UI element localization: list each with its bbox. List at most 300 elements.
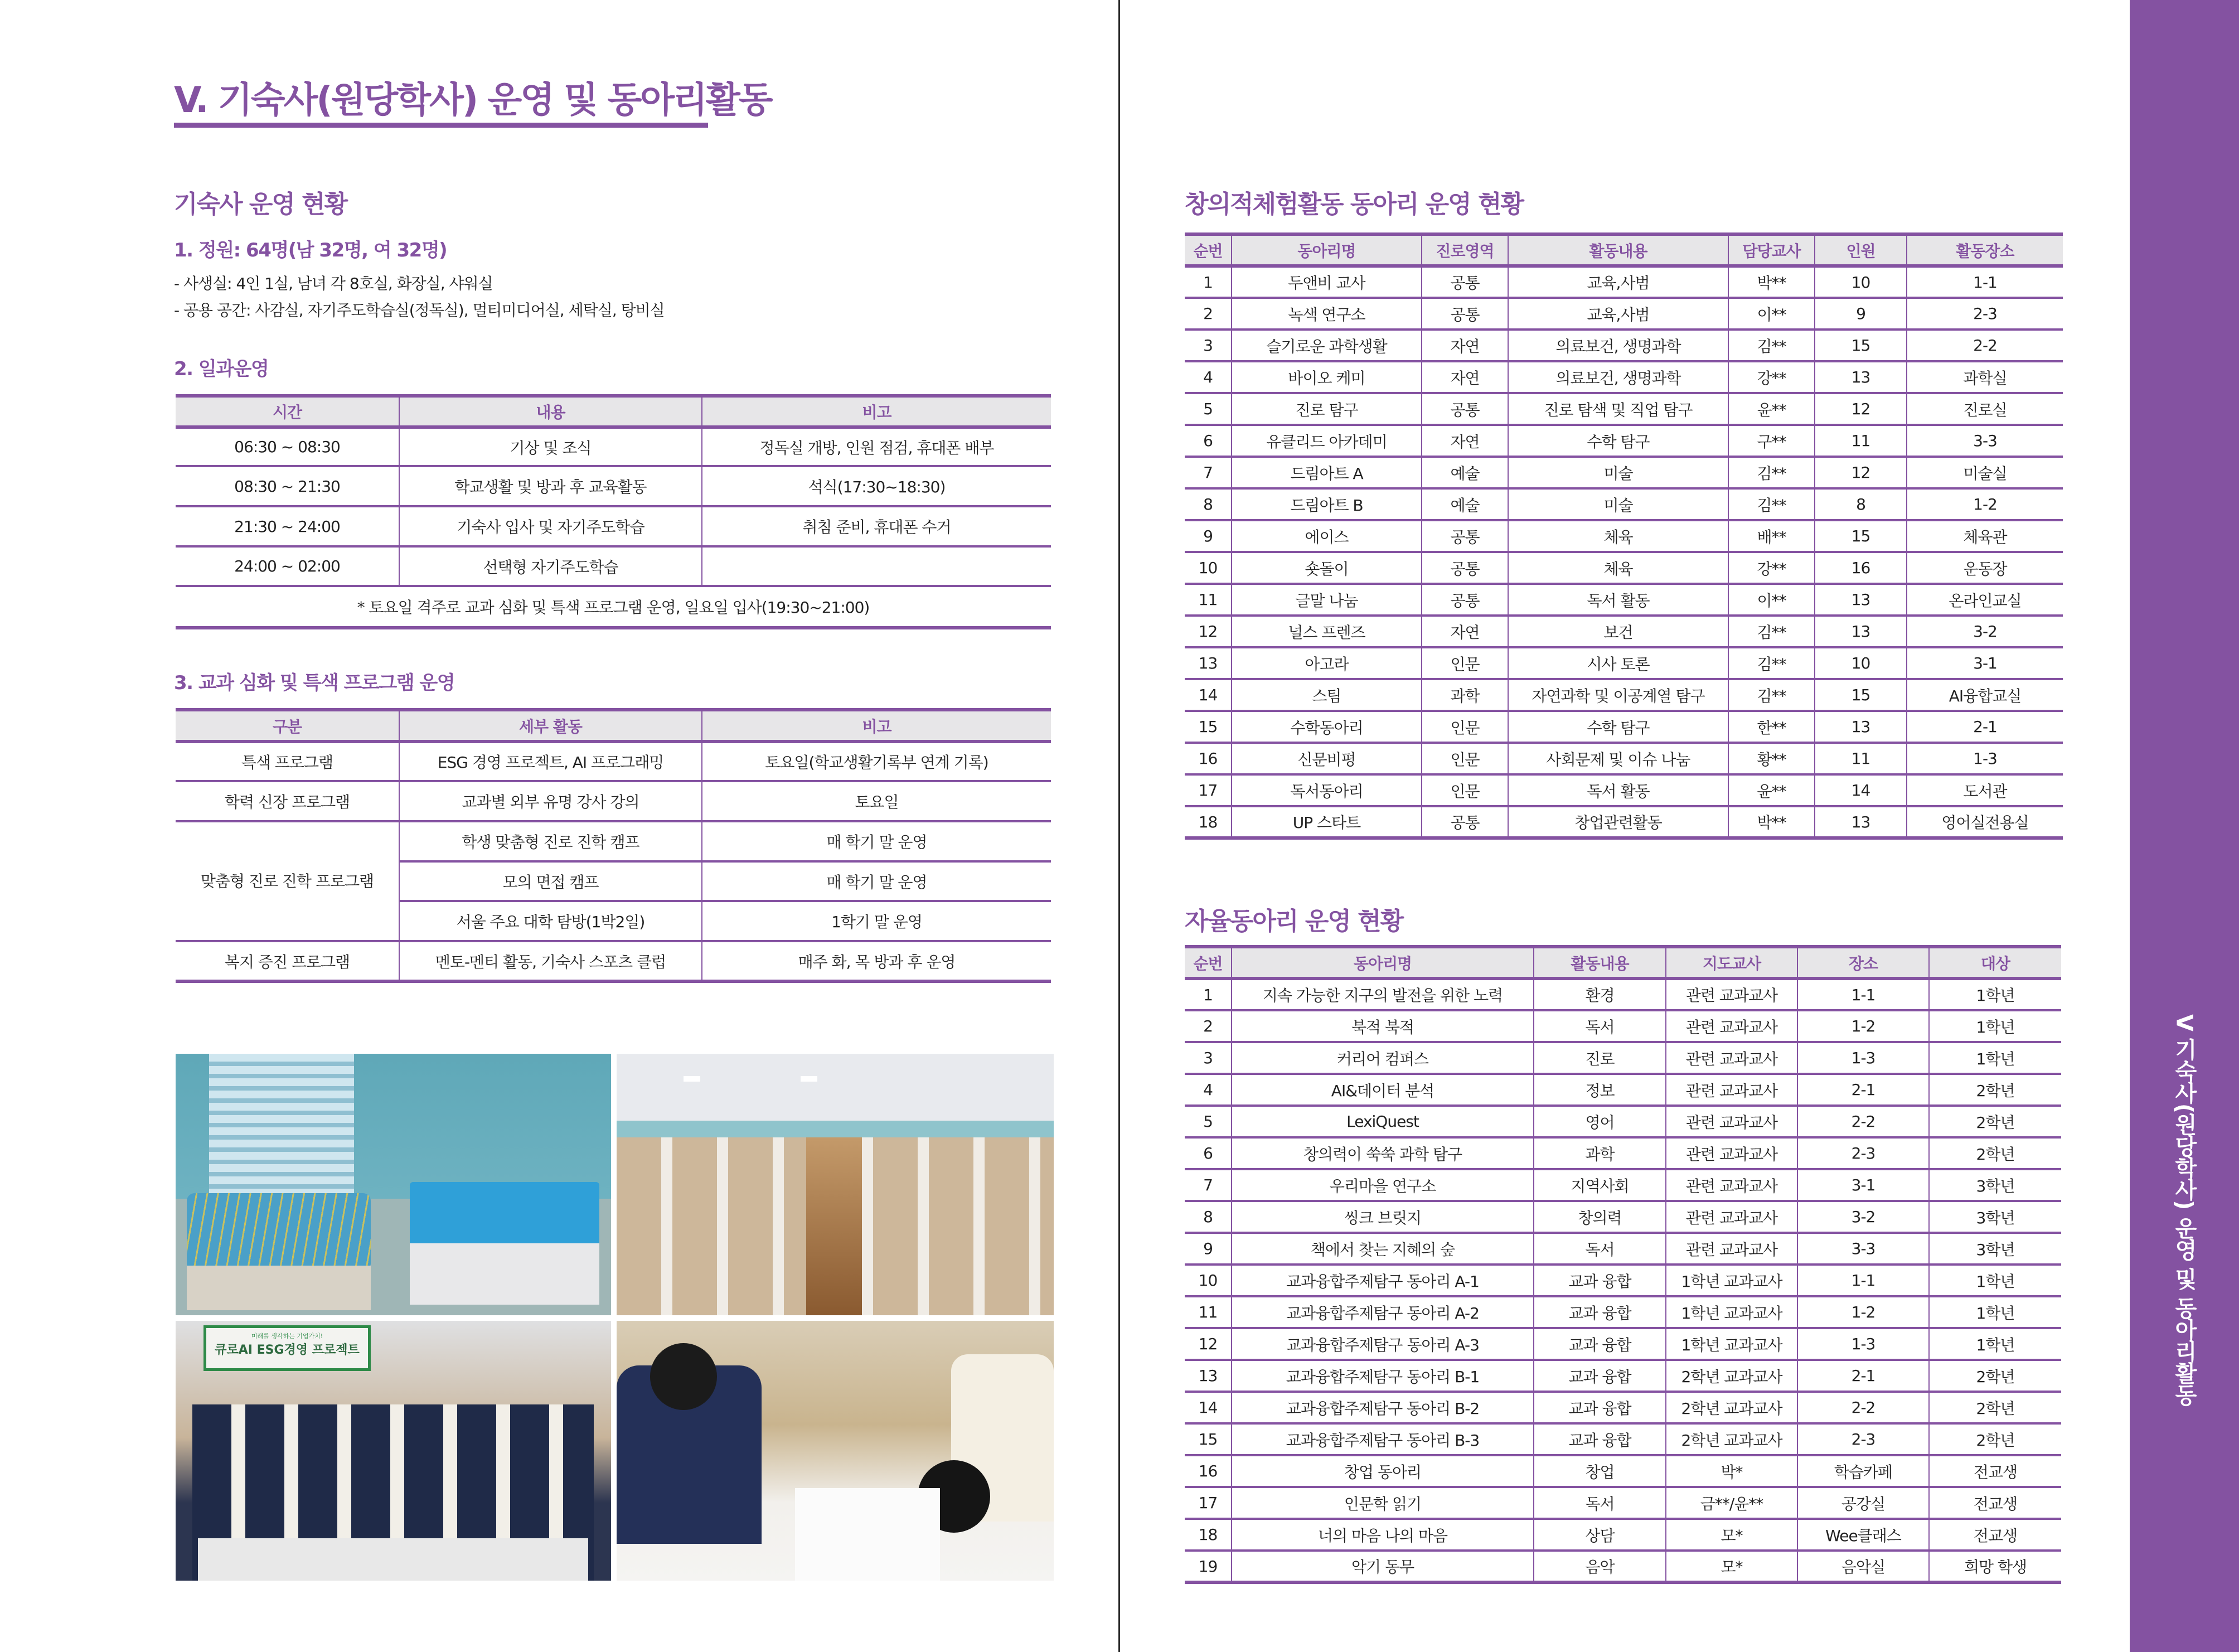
table-row: [176, 466, 1051, 506]
cell-teacher: 김**: [1728, 647, 1815, 679]
cell-location: 1-3: [1907, 743, 2063, 774]
cell-club-name: 신문비평: [1232, 743, 1422, 774]
cell-location: 진로실: [1907, 393, 2063, 425]
cell-career-area: 공통: [1422, 298, 1508, 330]
cell-members: 12: [1815, 393, 1907, 425]
cell-activity: 독서: [1534, 1487, 1666, 1519]
cell-activity: 수학 탐구: [1508, 425, 1728, 457]
cell-number: 10: [1185, 1265, 1232, 1296]
cell-target: 2학년: [1929, 1074, 2061, 1106]
cell-club-name: LexiQuest: [1232, 1106, 1534, 1137]
table-row: [1185, 1201, 2061, 1233]
cell-club-name: 우리마을 연구소: [1232, 1169, 1534, 1201]
creative-header-row: [1185, 234, 2063, 266]
table-row: [176, 546, 1051, 586]
page-title: V. 기숙사(원당학사) 운영 및 동아리활동: [174, 80, 772, 121]
cell-career-area: 자연: [1422, 616, 1508, 647]
table-row: [1185, 679, 2063, 711]
dorm-room-photo: [176, 1054, 611, 1315]
cell-content: 학교생활 및 방과 후 교육활동: [399, 466, 702, 506]
col-header-remarks: 비고: [702, 396, 1051, 427]
cell-remarks: [702, 546, 1051, 586]
cell-number: 16: [1185, 1455, 1232, 1487]
cell-club-name: 씽크 브릿지: [1232, 1201, 1534, 1233]
cell-number: 10: [1185, 552, 1232, 584]
cell-advisor: 금**/윤**: [1666, 1487, 1797, 1519]
cell-number: 15: [1185, 711, 1232, 743]
table-row: [1185, 1137, 2061, 1169]
col-header-category: 구분: [176, 710, 399, 742]
cell-number: 5: [1185, 393, 1232, 425]
cell-target: 3학년: [1929, 1169, 2061, 1201]
cell-number: 17: [1185, 774, 1232, 806]
cell-target: 2학년: [1929, 1137, 2061, 1169]
cell-number: 14: [1185, 1392, 1232, 1423]
col-header-remarks: 비고: [702, 710, 1051, 742]
cell-target: 전교생: [1929, 1519, 2061, 1551]
cell-teacher: 이**: [1728, 298, 1815, 330]
cell-number: 19: [1185, 1551, 1232, 1582]
cell-target: 1학년: [1929, 1296, 2061, 1328]
cell-number: 3: [1185, 1042, 1232, 1074]
table-row: [1185, 743, 2063, 774]
cell-location: 2-2: [1797, 1106, 1929, 1137]
cell-members: 9: [1815, 298, 1907, 330]
cell-target: 2학년: [1929, 1106, 2061, 1137]
col-header-teacher: 담당교사: [1728, 234, 1815, 266]
cell-category: 복지 증진 프로그램: [176, 941, 399, 981]
col-header-members: 인원: [1815, 234, 1907, 266]
col-header-career-area: 진로영역: [1422, 234, 1508, 266]
table-row: [1185, 711, 2063, 743]
col-header-number: 순번: [1185, 947, 1232, 978]
cell-teacher: 구**: [1728, 425, 1815, 457]
cell-activity: 창업관련활동: [1508, 806, 1728, 838]
cell-activity: 교과별 외부 유명 강사 강의: [399, 781, 702, 821]
cell-number: 16: [1185, 743, 1232, 774]
cell-activity: 수학 탐구: [1508, 711, 1728, 743]
cell-career-area: 공통: [1422, 393, 1508, 425]
cell-target: 1학년: [1929, 1042, 2061, 1074]
cell-members: 12: [1815, 457, 1907, 488]
cell-teacher: 강**: [1728, 552, 1815, 584]
cell-career-area: 인문: [1422, 743, 1508, 774]
cell-location: Wee클래스: [1797, 1519, 1929, 1551]
table-row: [1185, 978, 2061, 1010]
cell-activity: 교과 융합: [1534, 1265, 1666, 1296]
cell-number: 15: [1185, 1423, 1232, 1455]
cell-number: 6: [1185, 425, 1232, 457]
cell-career-area: 자연: [1422, 361, 1508, 393]
creative-clubs-title: 창의적체험활동 동아리 운영 현황: [1185, 190, 1524, 219]
col-header-content: 내용: [399, 396, 702, 427]
cell-members: 11: [1815, 743, 1907, 774]
cell-location: 운동장: [1907, 552, 2063, 584]
cell-career-area: 자연: [1422, 425, 1508, 457]
program-header-row: [176, 710, 1051, 742]
table-row: [1185, 647, 2063, 679]
cell-location: 도서관: [1907, 774, 2063, 806]
cell-club-name: 커리어 컴퍼스: [1232, 1042, 1534, 1074]
cell-career-area: 예술: [1422, 457, 1508, 488]
schedule-header-row: [176, 396, 1051, 427]
cell-teacher: 윤**: [1728, 774, 1815, 806]
cell-location: 온라인교실: [1907, 584, 2063, 616]
table-row: [1185, 1455, 2061, 1487]
table-row: [1185, 457, 2063, 488]
cell-club-name: 진로 탐구: [1232, 393, 1422, 425]
cell-advisor: 박*: [1666, 1455, 1797, 1487]
cell-location: 3-1: [1797, 1169, 1929, 1201]
cell-number: 5: [1185, 1106, 1232, 1137]
cell-content: 선택형 자기주도학습: [399, 546, 702, 586]
table-row: [1185, 393, 2063, 425]
cell-target: 전교생: [1929, 1487, 2061, 1519]
cell-career-area: 공통: [1422, 552, 1508, 584]
cell-category: 학력 신장 프로그램: [176, 781, 399, 821]
cell-career-area: 인문: [1422, 774, 1508, 806]
cell-activity: 교과 융합: [1534, 1360, 1666, 1392]
cell-target: 3학년: [1929, 1201, 2061, 1233]
cell-teacher: 이**: [1728, 584, 1815, 616]
cell-teacher: 한**: [1728, 711, 1815, 743]
table-row: [1185, 584, 2063, 616]
cell-career-area: 인문: [1422, 647, 1508, 679]
cell-club-name: 교과융합주제탐구 동아리 A-3: [1232, 1328, 1534, 1360]
table-row: [1185, 361, 2063, 393]
cell-activity: 미술: [1508, 488, 1728, 520]
dorm-bullet-common: - 공용 공간: 사감실, 자기주도학습실(정독실), 멀티미디어실, 세탁실, 탕비실: [174, 301, 665, 319]
table-row: [1185, 1423, 2061, 1455]
cell-career-area: 공통: [1422, 584, 1508, 616]
cell-number: 18: [1185, 1519, 1232, 1551]
cell-location: 영어실전용실: [1907, 806, 2063, 838]
cell-number: 1: [1185, 978, 1232, 1010]
cell-location: 2-2: [1907, 330, 2063, 361]
cell-number: 9: [1185, 1233, 1232, 1265]
table-row: [1185, 1106, 2061, 1137]
cell-activity: ESG 경영 프로젝트, AI 프로그래밍: [399, 742, 702, 781]
col-header-location: 활동장소: [1907, 234, 2063, 266]
cell-members: 13: [1815, 361, 1907, 393]
cell-advisor: 1학년 교과교사: [1666, 1296, 1797, 1328]
col-header-time: 시간: [176, 396, 399, 427]
cell-remarks: 석식(17:30~18:30): [702, 466, 1051, 506]
cell-club-name: 두앤비 교사: [1232, 266, 1422, 298]
cell-club-name: 책에서 찾는 지혜의 숲: [1232, 1233, 1534, 1265]
table-row: [176, 506, 1051, 546]
col-header-activity: 활동내용: [1508, 234, 1728, 266]
cell-activity: 교과 융합: [1534, 1392, 1666, 1423]
cell-club-name: 슬기로운 과학생활: [1232, 330, 1422, 361]
cell-number: 4: [1185, 361, 1232, 393]
table-row: [1185, 520, 2063, 552]
cell-members: 8: [1815, 488, 1907, 520]
cell-activity: 독서: [1534, 1010, 1666, 1042]
study-hall-photo: [617, 1054, 1054, 1315]
cell-target: 1학년: [1929, 1328, 2061, 1360]
col-header-activity: 세부 활동: [399, 710, 702, 742]
cell-members: 13: [1815, 616, 1907, 647]
cell-teacher: 배**: [1728, 520, 1815, 552]
cell-number: 1: [1185, 266, 1232, 298]
cell-club-name: 창업 동아리: [1232, 1455, 1534, 1487]
cell-activity: 자연과학 및 이공계열 탐구: [1508, 679, 1728, 711]
esg-banner: [203, 1325, 371, 1371]
cell-remarks: 매주 화, 목 방과 후 운영: [702, 941, 1051, 981]
cell-activity: 지역사회: [1534, 1169, 1666, 1201]
col-header-location: 장소: [1797, 947, 1929, 978]
cell-time: 21:30 ~ 24:00: [176, 506, 399, 546]
cell-content: 기상 및 조식: [399, 427, 702, 466]
cell-advisor: 관련 교과교사: [1666, 1106, 1797, 1137]
cell-location: 과학실: [1907, 361, 2063, 393]
cell-members: 14: [1815, 774, 1907, 806]
cell-number: 13: [1185, 647, 1232, 679]
cell-teacher: 박**: [1728, 806, 1815, 838]
cell-club-name: 악기 동무: [1232, 1551, 1534, 1582]
table-row: [1185, 1010, 2061, 1042]
cell-members: 15: [1815, 520, 1907, 552]
creative-clubs-table: [1185, 232, 2063, 840]
cell-number: 4: [1185, 1074, 1232, 1106]
schedule-table: [176, 394, 1051, 629]
cell-members: 15: [1815, 330, 1907, 361]
cell-activity: 창업: [1534, 1455, 1666, 1487]
cell-location: 2-3: [1797, 1423, 1929, 1455]
cell-target: 1학년: [1929, 1010, 2061, 1042]
chapter-side-label: [2130, 1014, 2239, 1406]
cell-category: 특색 프로그램: [176, 742, 399, 781]
cell-number: 8: [1185, 488, 1232, 520]
cell-target: 2학년: [1929, 1360, 2061, 1392]
cell-location: 3-3: [1907, 425, 2063, 457]
cell-activity: 미술: [1508, 457, 1728, 488]
cell-club-name: 에이스: [1232, 520, 1422, 552]
cell-activity: 교과 융합: [1534, 1328, 1666, 1360]
table-row: [176, 742, 1051, 781]
cell-number: 13: [1185, 1360, 1232, 1392]
cell-location: 2-1: [1797, 1360, 1929, 1392]
col-header-activity: 활동내용: [1534, 947, 1666, 978]
cell-location: 1-1: [1797, 978, 1929, 1010]
cell-target: 3학년: [1929, 1233, 2061, 1265]
cell-activity: 보건: [1508, 616, 1728, 647]
table-row: [1185, 1296, 2061, 1328]
title-underline: [174, 123, 708, 128]
cell-club-name: AI&데이터 분석: [1232, 1074, 1534, 1106]
cell-location: 음악실: [1797, 1551, 1929, 1582]
cell-teacher: 김**: [1728, 330, 1815, 361]
cell-location: 1-2: [1797, 1010, 1929, 1042]
esg-project-group-photo: [176, 1321, 611, 1581]
cell-members: 11: [1815, 425, 1907, 457]
cell-advisor: 관련 교과교사: [1666, 1042, 1797, 1074]
table-row: [1185, 266, 2063, 298]
cell-remarks: 취침 준비, 휴대폰 수거: [702, 506, 1051, 546]
table-row: [1185, 1074, 2061, 1106]
col-header-club-name: 동아리명: [1232, 947, 1534, 978]
cell-club-name: 아고라: [1232, 647, 1422, 679]
table-row: [1185, 488, 2063, 520]
club-activity-photo: [617, 1321, 1054, 1581]
banner-title: 큐로AI ESG경영 프로젝트: [215, 1343, 360, 1357]
cell-time: 06:30 ~ 08:30: [176, 427, 399, 466]
banner-subtitle: 미래를 생각하는 기업가치!: [251, 1333, 323, 1340]
cell-teacher: 박**: [1728, 266, 1815, 298]
table-row: [1185, 330, 2063, 361]
page-divider: [1118, 0, 1120, 1652]
cell-advisor: 2학년 교과교사: [1666, 1423, 1797, 1455]
cell-number: 11: [1185, 584, 1232, 616]
schedule-heading: 2. 일과운영: [174, 358, 269, 380]
cell-club-name: 수학동아리: [1232, 711, 1422, 743]
table-row: [176, 781, 1051, 821]
cell-club-name: 녹색 연구소: [1232, 298, 1422, 330]
cell-club-name: 숏돌이: [1232, 552, 1422, 584]
dorm-capacity-heading: 1. 정원: 64명(남 32명, 여 32명): [174, 239, 447, 261]
cell-advisor: 1학년 교과교사: [1666, 1328, 1797, 1360]
col-header-advisor: 지도교사: [1666, 947, 1797, 978]
cell-activity: 교육,사범: [1508, 266, 1728, 298]
cell-activity: 멘토-멘티 활동, 기숙사 스포츠 클럽: [399, 941, 702, 981]
cell-teacher: 김**: [1728, 616, 1815, 647]
table-row: [1185, 425, 2063, 457]
table-row: [1185, 1551, 2061, 1582]
table-row: [176, 821, 1051, 861]
cell-advisor: 관련 교과교사: [1666, 1233, 1797, 1265]
cell-members: 13: [1815, 806, 1907, 838]
cell-activity: 영어: [1534, 1106, 1666, 1137]
col-header-target: 대상: [1929, 947, 2061, 978]
cell-activity: 의료보건, 생명과학: [1508, 330, 1728, 361]
col-header-club-name: 동아리명: [1232, 234, 1422, 266]
cell-location: 2-1: [1907, 711, 2063, 743]
cell-club-name: 교과융합주제탐구 동아리 B-1: [1232, 1360, 1534, 1392]
table-row: [176, 427, 1051, 466]
table-row: [1185, 1360, 2061, 1392]
self-clubs-title: 자율동아리 운영 현황: [1185, 907, 1403, 936]
table-row: [1185, 1233, 2061, 1265]
cell-club-name: 글말 나눔: [1232, 584, 1422, 616]
cell-activity: 의료보건, 생명과학: [1508, 361, 1728, 393]
cell-location: 미술실: [1907, 457, 2063, 488]
cell-club-name: 교과융합주제탐구 동아리 B-3: [1232, 1423, 1534, 1455]
cell-location: 학습카페: [1797, 1455, 1929, 1487]
cell-location: 3-2: [1907, 616, 2063, 647]
cell-activity: 진로 탐색 및 직업 탐구: [1508, 393, 1728, 425]
table-row: [1185, 552, 2063, 584]
cell-location: 2-1: [1797, 1074, 1929, 1106]
cell-activity: 시사 토론: [1508, 647, 1728, 679]
cell-location: 3-3: [1797, 1233, 1929, 1265]
cell-advisor: 관련 교과교사: [1666, 978, 1797, 1010]
cell-club-name: 널스 프렌즈: [1232, 616, 1422, 647]
cell-target: 1학년: [1929, 1265, 2061, 1296]
cell-club-name: 교과융합주제탐구 동아리 A-1: [1232, 1265, 1534, 1296]
cell-activity: 독서 활동: [1508, 774, 1728, 806]
program-heading: 3. 교과 심화 및 특색 프로그램 운영: [174, 672, 455, 694]
cell-target: 전교생: [1929, 1455, 2061, 1487]
cell-number: 2: [1185, 298, 1232, 330]
table-row: [1185, 616, 2063, 647]
cell-number: 14: [1185, 679, 1232, 711]
cell-advisor: 모*: [1666, 1519, 1797, 1551]
cell-club-name: 북적 북적: [1232, 1010, 1534, 1042]
cell-number: 12: [1185, 1328, 1232, 1360]
cell-number: 3: [1185, 330, 1232, 361]
cell-location: 1-1: [1907, 266, 2063, 298]
table-row: [1185, 1042, 2061, 1074]
cell-location: 1-2: [1797, 1296, 1929, 1328]
cell-club-name: 교과융합주제탐구 동아리 A-2: [1232, 1296, 1534, 1328]
cell-location: 3-1: [1907, 647, 2063, 679]
table-row: [1185, 1265, 2061, 1296]
cell-club-name: 스팀: [1232, 679, 1422, 711]
cell-activity: 과학: [1534, 1137, 1666, 1169]
cell-club-name: 너의 마음 나의 마음: [1232, 1519, 1534, 1551]
cell-advisor: 2학년 교과교사: [1666, 1360, 1797, 1392]
cell-teacher: 황**: [1728, 743, 1815, 774]
cell-location: 1-3: [1797, 1042, 1929, 1074]
cell-target: 2학년: [1929, 1423, 2061, 1455]
cell-time: 08:30 ~ 21:30: [176, 466, 399, 506]
cell-target: 2학년: [1929, 1392, 2061, 1423]
cell-activity: 상담: [1534, 1519, 1666, 1551]
cell-activity: 환경: [1534, 978, 1666, 1010]
cell-number: 2: [1185, 1010, 1232, 1042]
cell-advisor: 관련 교과교사: [1666, 1137, 1797, 1169]
table-row: [1185, 1519, 2061, 1551]
cell-club-name: 창의력이 쑥쑥 과학 탐구: [1232, 1137, 1534, 1169]
cell-club-name: UP 스타트: [1232, 806, 1422, 838]
cell-target: 1학년: [1929, 978, 2061, 1010]
cell-activity: 교과 융합: [1534, 1296, 1666, 1328]
cell-advisor: 모*: [1666, 1551, 1797, 1582]
col-header-number: 순번: [1185, 234, 1232, 266]
cell-club-name: 지속 가능한 지구의 발전을 위한 노력: [1232, 978, 1534, 1010]
cell-activity: 독서 활동: [1508, 584, 1728, 616]
side-tab-text: V 기숙사(원당학사) 운영 및 동아리활동: [2171, 1014, 2197, 1406]
cell-members: 13: [1815, 584, 1907, 616]
cell-location: 1-3: [1797, 1328, 1929, 1360]
cell-members: 10: [1815, 266, 1907, 298]
cell-advisor: 1학년 교과교사: [1666, 1265, 1797, 1296]
cell-activity: 진로: [1534, 1042, 1666, 1074]
cell-target: 희망 학생: [1929, 1551, 2061, 1582]
cell-career-area: 자연: [1422, 330, 1508, 361]
cell-activity: 모의 면접 캠프: [399, 861, 702, 901]
cell-club-name: 바이오 케미: [1232, 361, 1422, 393]
cell-advisor: 관련 교과교사: [1666, 1169, 1797, 1201]
cell-teacher: 강**: [1728, 361, 1815, 393]
cell-activity: 사회문제 및 이슈 나눔: [1508, 743, 1728, 774]
cell-category: 맞춤형 진로 진학 프로그램: [176, 821, 399, 941]
cell-members: 10: [1815, 647, 1907, 679]
cell-activity: 교육,사범: [1508, 298, 1728, 330]
cell-number: 6: [1185, 1137, 1232, 1169]
cell-activity: 독서: [1534, 1233, 1666, 1265]
cell-number: 9: [1185, 520, 1232, 552]
cell-teacher: 김**: [1728, 679, 1815, 711]
cell-location: 공강실: [1797, 1487, 1929, 1519]
cell-career-area: 공통: [1422, 266, 1508, 298]
cell-remarks: 1학기 말 운영: [702, 901, 1051, 941]
cell-remarks: 매 학기 말 운영: [702, 821, 1051, 861]
cell-club-name: 드림아트 A: [1232, 457, 1422, 488]
cell-location: AI융합교실: [1907, 679, 2063, 711]
cell-location: 1-2: [1907, 488, 2063, 520]
